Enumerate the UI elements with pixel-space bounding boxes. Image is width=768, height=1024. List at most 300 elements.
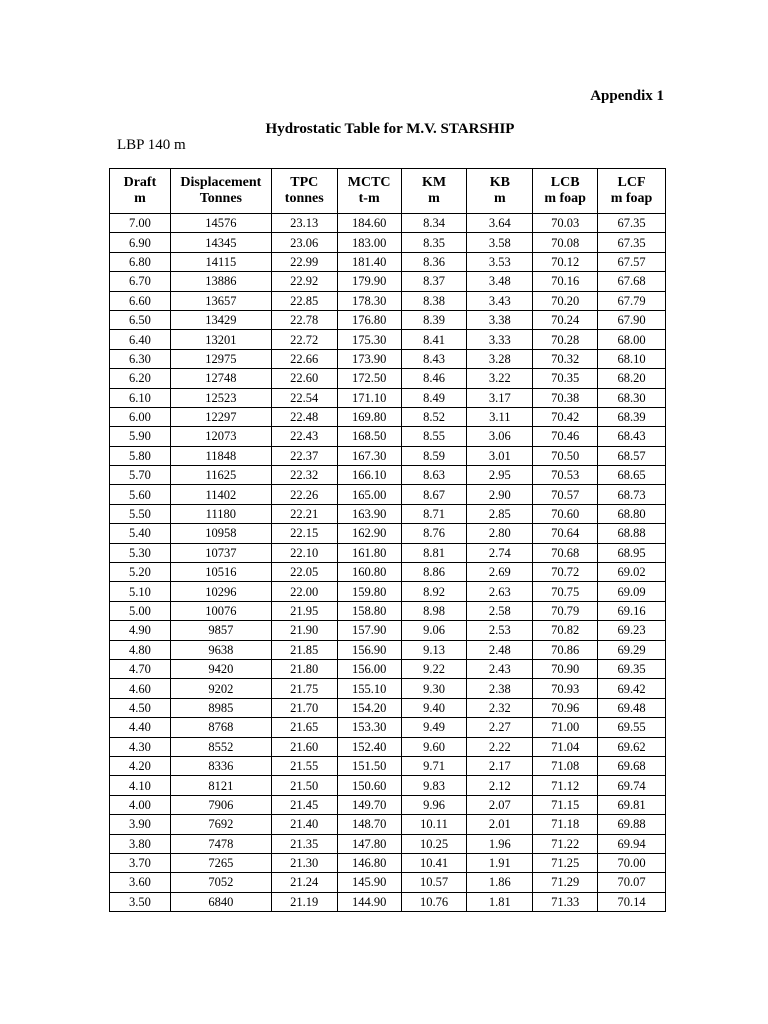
cell-kb: 2.01 <box>467 815 533 834</box>
cell-lcf: 68.95 <box>598 543 666 562</box>
cell-lcf: 69.68 <box>598 756 666 775</box>
cell-tpc: 21.90 <box>271 621 337 640</box>
cell-draft: 4.90 <box>110 621 171 640</box>
cell-lcb: 70.38 <box>533 388 598 407</box>
cell-kb: 2.58 <box>467 601 533 620</box>
cell-lcf: 69.35 <box>598 659 666 678</box>
cell-displacement: 8768 <box>170 718 271 737</box>
cell-km: 8.98 <box>401 601 467 620</box>
table-row <box>110 504 666 523</box>
cell-km: 8.52 <box>401 407 467 426</box>
cell-lcb: 70.82 <box>533 621 598 640</box>
cell-draft: 5.90 <box>110 427 171 446</box>
cell-km: 8.34 <box>401 214 467 233</box>
cell-tpc: 21.35 <box>271 834 337 853</box>
table-row <box>110 524 666 543</box>
cell-tpc: 21.85 <box>271 640 337 659</box>
lbp-label: LBP 140 m <box>117 137 186 153</box>
cell-mctc: 155.10 <box>337 679 401 698</box>
cell-displacement: 6840 <box>170 892 271 911</box>
cell-lcb: 70.50 <box>533 446 598 465</box>
cell-kb: 2.12 <box>467 776 533 795</box>
cell-lcf: 67.35 <box>598 233 666 252</box>
cell-lcb: 71.22 <box>533 834 598 853</box>
cell-mctc: 181.40 <box>337 252 401 271</box>
cell-tpc: 21.40 <box>271 815 337 834</box>
cell-mctc: 172.50 <box>337 369 401 388</box>
cell-tpc: 22.48 <box>271 407 337 426</box>
hydrostatic-table <box>109 168 666 912</box>
cell-draft: 4.30 <box>110 737 171 756</box>
cell-tpc: 22.72 <box>271 330 337 349</box>
cell-displacement: 8121 <box>170 776 271 795</box>
column-header-lcf <box>598 169 666 214</box>
cell-draft: 6.10 <box>110 388 171 407</box>
table-row <box>110 601 666 620</box>
appendix-label: Appendix 1 <box>590 88 664 104</box>
column-header-lcb <box>533 169 598 214</box>
cell-lcf: 68.73 <box>598 485 666 504</box>
cell-kb: 3.01 <box>467 446 533 465</box>
cell-lcf: 68.65 <box>598 466 666 485</box>
cell-lcb: 70.90 <box>533 659 598 678</box>
column-header-kb <box>467 169 533 214</box>
cell-kb: 1.91 <box>467 853 533 872</box>
table-row <box>110 233 666 252</box>
cell-lcf: 68.00 <box>598 330 666 349</box>
cell-draft: 7.00 <box>110 214 171 233</box>
table-row <box>110 659 666 678</box>
cell-kb: 2.85 <box>467 504 533 523</box>
cell-lcf: 69.74 <box>598 776 666 795</box>
column-header-line1: KB <box>489 175 510 190</box>
column-header-line1: LCB <box>550 175 580 190</box>
cell-mctc: 156.00 <box>337 659 401 678</box>
cell-kb: 3.43 <box>467 291 533 310</box>
cell-mctc: 165.00 <box>337 485 401 504</box>
cell-lcf: 68.88 <box>598 524 666 543</box>
cell-tpc: 21.80 <box>271 659 337 678</box>
cell-draft: 6.80 <box>110 252 171 271</box>
table-row <box>110 892 666 911</box>
table-row <box>110 873 666 892</box>
cell-km: 9.60 <box>401 737 467 756</box>
cell-tpc: 22.66 <box>271 349 337 368</box>
cell-mctc: 151.50 <box>337 756 401 775</box>
cell-tpc: 21.60 <box>271 737 337 756</box>
cell-km: 8.46 <box>401 369 467 388</box>
cell-kb: 2.38 <box>467 679 533 698</box>
cell-tpc: 21.19 <box>271 892 337 911</box>
cell-mctc: 162.90 <box>337 524 401 543</box>
cell-lcb: 70.42 <box>533 407 598 426</box>
cell-km: 8.41 <box>401 330 467 349</box>
cell-km: 8.38 <box>401 291 467 310</box>
cell-km: 8.55 <box>401 427 467 446</box>
cell-mctc: 163.90 <box>337 504 401 523</box>
cell-km: 9.96 <box>401 795 467 814</box>
cell-displacement: 12748 <box>170 369 271 388</box>
cell-lcb: 70.96 <box>533 698 598 717</box>
cell-draft: 4.60 <box>110 679 171 698</box>
table-row <box>110 272 666 291</box>
cell-km: 8.59 <box>401 446 467 465</box>
cell-kb: 3.64 <box>467 214 533 233</box>
cell-mctc: 145.90 <box>337 873 401 892</box>
cell-displacement: 13201 <box>170 330 271 349</box>
cell-kb: 1.81 <box>467 892 533 911</box>
table-row <box>110 582 666 601</box>
cell-displacement: 9857 <box>170 621 271 640</box>
cell-mctc: 173.90 <box>337 349 401 368</box>
cell-lcf: 69.48 <box>598 698 666 717</box>
cell-km: 9.71 <box>401 756 467 775</box>
cell-km: 9.22 <box>401 659 467 678</box>
cell-displacement: 11625 <box>170 466 271 485</box>
table-row <box>110 563 666 582</box>
column-header-draft <box>110 169 171 214</box>
table-row <box>110 853 666 872</box>
cell-kb: 2.27 <box>467 718 533 737</box>
cell-kb: 2.69 <box>467 563 533 582</box>
table-row <box>110 718 666 737</box>
cell-lcb: 71.04 <box>533 737 598 756</box>
cell-mctc: 157.90 <box>337 621 401 640</box>
column-header-line2: m <box>494 191 506 206</box>
cell-mctc: 183.00 <box>337 233 401 252</box>
cell-km: 8.86 <box>401 563 467 582</box>
table-row <box>110 679 666 698</box>
cell-kb: 2.22 <box>467 737 533 756</box>
cell-lcb: 70.03 <box>533 214 598 233</box>
cell-displacement: 11180 <box>170 504 271 523</box>
cell-draft: 6.50 <box>110 310 171 329</box>
table-row <box>110 407 666 426</box>
column-header-line2: m foap <box>544 191 586 206</box>
cell-displacement: 7906 <box>170 795 271 814</box>
table-row <box>110 369 666 388</box>
cell-displacement: 7478 <box>170 834 271 853</box>
cell-tpc: 21.55 <box>271 756 337 775</box>
cell-lcb: 71.08 <box>533 756 598 775</box>
cell-displacement: 14345 <box>170 233 271 252</box>
cell-displacement: 7052 <box>170 873 271 892</box>
cell-displacement: 8985 <box>170 698 271 717</box>
cell-lcf: 70.14 <box>598 892 666 911</box>
cell-km: 9.13 <box>401 640 467 659</box>
cell-tpc: 21.65 <box>271 718 337 737</box>
cell-km: 8.37 <box>401 272 467 291</box>
cell-lcf: 67.57 <box>598 252 666 271</box>
cell-displacement: 8336 <box>170 756 271 775</box>
cell-tpc: 21.50 <box>271 776 337 795</box>
cell-mctc: 156.90 <box>337 640 401 659</box>
cell-displacement: 8552 <box>170 737 271 756</box>
cell-draft: 5.10 <box>110 582 171 601</box>
cell-lcb: 71.12 <box>533 776 598 795</box>
cell-tpc: 21.30 <box>271 853 337 872</box>
cell-mctc: 159.80 <box>337 582 401 601</box>
table-row <box>110 834 666 853</box>
cell-draft: 6.70 <box>110 272 171 291</box>
cell-tpc: 22.60 <box>271 369 337 388</box>
cell-displacement: 10516 <box>170 563 271 582</box>
cell-lcf: 67.68 <box>598 272 666 291</box>
cell-kb: 2.32 <box>467 698 533 717</box>
cell-displacement: 7265 <box>170 853 271 872</box>
cell-lcb: 70.16 <box>533 272 598 291</box>
column-header-line1: Displacement <box>180 175 262 190</box>
cell-tpc: 22.85 <box>271 291 337 310</box>
table-row <box>110 756 666 775</box>
cell-displacement: 11402 <box>170 485 271 504</box>
column-header-tpc <box>271 169 337 214</box>
cell-lcb: 70.75 <box>533 582 598 601</box>
cell-displacement: 9638 <box>170 640 271 659</box>
cell-displacement: 12073 <box>170 427 271 446</box>
cell-tpc: 22.43 <box>271 427 337 446</box>
cell-kb: 2.53 <box>467 621 533 640</box>
cell-km: 8.49 <box>401 388 467 407</box>
cell-lcb: 71.00 <box>533 718 598 737</box>
column-header-line2: m <box>134 191 146 206</box>
cell-kb: 1.86 <box>467 873 533 892</box>
cell-kb: 3.28 <box>467 349 533 368</box>
cell-lcf: 69.94 <box>598 834 666 853</box>
cell-tpc: 22.05 <box>271 563 337 582</box>
column-header-mctc <box>337 169 401 214</box>
cell-lcf: 69.81 <box>598 795 666 814</box>
cell-lcb: 70.08 <box>533 233 598 252</box>
column-header-line2: Tonnes <box>199 191 242 206</box>
table-row <box>110 737 666 756</box>
cell-draft: 4.00 <box>110 795 171 814</box>
column-header-line1: KM <box>421 175 447 190</box>
table-row <box>110 330 666 349</box>
cell-lcb: 70.24 <box>533 310 598 329</box>
cell-draft: 3.50 <box>110 892 171 911</box>
cell-draft: 5.30 <box>110 543 171 562</box>
cell-lcf: 70.07 <box>598 873 666 892</box>
cell-draft: 5.00 <box>110 601 171 620</box>
cell-tpc: 22.92 <box>271 272 337 291</box>
cell-tpc: 23.13 <box>271 214 337 233</box>
cell-lcf: 69.16 <box>598 601 666 620</box>
cell-tpc: 22.21 <box>271 504 337 523</box>
cell-tpc: 21.70 <box>271 698 337 717</box>
cell-kb: 1.96 <box>467 834 533 853</box>
column-header-line1: LCF <box>617 175 646 190</box>
cell-lcf: 69.02 <box>598 563 666 582</box>
cell-lcf: 69.62 <box>598 737 666 756</box>
cell-lcb: 70.12 <box>533 252 598 271</box>
table-row <box>110 466 666 485</box>
cell-lcb: 70.72 <box>533 563 598 582</box>
cell-tpc: 22.37 <box>271 446 337 465</box>
cell-draft: 3.80 <box>110 834 171 853</box>
cell-tpc: 23.06 <box>271 233 337 252</box>
table-row <box>110 795 666 814</box>
table-body <box>110 214 666 912</box>
cell-kb: 3.06 <box>467 427 533 446</box>
table-row <box>110 815 666 834</box>
cell-mctc: 161.80 <box>337 543 401 562</box>
cell-lcb: 70.28 <box>533 330 598 349</box>
cell-displacement: 10737 <box>170 543 271 562</box>
cell-lcb: 70.35 <box>533 369 598 388</box>
cell-kb: 2.63 <box>467 582 533 601</box>
cell-km: 9.30 <box>401 679 467 698</box>
column-header-line1: MCTC <box>347 175 391 190</box>
table-row <box>110 640 666 659</box>
cell-displacement: 12297 <box>170 407 271 426</box>
table-row <box>110 252 666 271</box>
cell-kb: 3.38 <box>467 310 533 329</box>
cell-km: 10.25 <box>401 834 467 853</box>
cell-mctc: 153.30 <box>337 718 401 737</box>
cell-km: 9.06 <box>401 621 467 640</box>
cell-draft: 5.80 <box>110 446 171 465</box>
cell-km: 10.11 <box>401 815 467 834</box>
cell-lcb: 70.53 <box>533 466 598 485</box>
cell-displacement: 11848 <box>170 446 271 465</box>
cell-displacement: 12975 <box>170 349 271 368</box>
cell-tpc: 22.26 <box>271 485 337 504</box>
cell-lcb: 71.18 <box>533 815 598 834</box>
cell-kb: 2.17 <box>467 756 533 775</box>
cell-kb: 2.80 <box>467 524 533 543</box>
cell-draft: 5.40 <box>110 524 171 543</box>
cell-lcf: 68.30 <box>598 388 666 407</box>
cell-displacement: 13429 <box>170 310 271 329</box>
cell-kb: 3.22 <box>467 369 533 388</box>
cell-displacement: 9420 <box>170 659 271 678</box>
cell-mctc: 149.70 <box>337 795 401 814</box>
column-header-line2: tonnes <box>284 191 324 206</box>
cell-km: 9.83 <box>401 776 467 795</box>
cell-draft: 5.20 <box>110 563 171 582</box>
column-header-line1: TPC <box>290 175 319 190</box>
cell-displacement: 13886 <box>170 272 271 291</box>
table-row <box>110 291 666 310</box>
cell-mctc: 179.90 <box>337 272 401 291</box>
column-header-displacement <box>170 169 271 214</box>
cell-mctc: 148.70 <box>337 815 401 834</box>
cell-lcf: 69.55 <box>598 718 666 737</box>
cell-mctc: 154.20 <box>337 698 401 717</box>
cell-mctc: 160.80 <box>337 563 401 582</box>
column-header-line2: m <box>428 191 440 206</box>
cell-mctc: 166.10 <box>337 466 401 485</box>
cell-mctc: 147.80 <box>337 834 401 853</box>
cell-lcf: 69.23 <box>598 621 666 640</box>
cell-lcf: 67.79 <box>598 291 666 310</box>
cell-tpc: 21.95 <box>271 601 337 620</box>
cell-draft: 3.60 <box>110 873 171 892</box>
cell-km: 10.57 <box>401 873 467 892</box>
cell-kb: 3.11 <box>467 407 533 426</box>
column-header-km <box>401 169 467 214</box>
cell-mctc: 171.10 <box>337 388 401 407</box>
cell-kb: 3.53 <box>467 252 533 271</box>
cell-km: 8.39 <box>401 310 467 329</box>
cell-lcf: 67.90 <box>598 310 666 329</box>
cell-lcb: 70.68 <box>533 543 598 562</box>
cell-draft: 6.90 <box>110 233 171 252</box>
cell-displacement: 10076 <box>170 601 271 620</box>
cell-lcf: 68.43 <box>598 427 666 446</box>
cell-mctc: 158.80 <box>337 601 401 620</box>
cell-mctc: 176.80 <box>337 310 401 329</box>
cell-draft: 4.10 <box>110 776 171 795</box>
cell-km: 9.49 <box>401 718 467 737</box>
cell-km: 8.92 <box>401 582 467 601</box>
cell-lcb: 71.29 <box>533 873 598 892</box>
cell-kb: 2.48 <box>467 640 533 659</box>
cell-km: 8.81 <box>401 543 467 562</box>
cell-draft: 4.50 <box>110 698 171 717</box>
cell-draft: 3.90 <box>110 815 171 834</box>
cell-kb: 2.95 <box>467 466 533 485</box>
cell-draft: 5.60 <box>110 485 171 504</box>
cell-km: 9.40 <box>401 698 467 717</box>
cell-km: 8.76 <box>401 524 467 543</box>
cell-tpc: 21.24 <box>271 873 337 892</box>
cell-mctc: 146.80 <box>337 853 401 872</box>
cell-mctc: 144.90 <box>337 892 401 911</box>
cell-kb: 3.17 <box>467 388 533 407</box>
table-row <box>110 310 666 329</box>
table-row <box>110 485 666 504</box>
cell-draft: 4.70 <box>110 659 171 678</box>
cell-lcf: 68.10 <box>598 349 666 368</box>
cell-displacement: 7692 <box>170 815 271 834</box>
cell-km: 8.36 <box>401 252 467 271</box>
cell-lcb: 70.93 <box>533 679 598 698</box>
cell-draft: 6.00 <box>110 407 171 426</box>
cell-tpc: 22.32 <box>271 466 337 485</box>
cell-lcf: 69.42 <box>598 679 666 698</box>
cell-km: 8.35 <box>401 233 467 252</box>
cell-lcb: 70.32 <box>533 349 598 368</box>
cell-tpc: 21.75 <box>271 679 337 698</box>
cell-lcf: 70.00 <box>598 853 666 872</box>
table-row <box>110 349 666 368</box>
cell-draft: 3.70 <box>110 853 171 872</box>
cell-kb: 3.58 <box>467 233 533 252</box>
cell-kb: 2.90 <box>467 485 533 504</box>
cell-km: 8.71 <box>401 504 467 523</box>
cell-mctc: 178.30 <box>337 291 401 310</box>
table-row <box>110 543 666 562</box>
cell-lcf: 68.39 <box>598 407 666 426</box>
table-row <box>110 776 666 795</box>
cell-km: 8.63 <box>401 466 467 485</box>
cell-lcf: 69.29 <box>598 640 666 659</box>
cell-km: 8.67 <box>401 485 467 504</box>
cell-mctc: 150.60 <box>337 776 401 795</box>
cell-kb: 3.33 <box>467 330 533 349</box>
cell-lcf: 68.20 <box>598 369 666 388</box>
cell-lcb: 70.79 <box>533 601 598 620</box>
cell-draft: 6.60 <box>110 291 171 310</box>
cell-draft: 4.20 <box>110 756 171 775</box>
cell-lcb: 70.86 <box>533 640 598 659</box>
cell-draft: 6.20 <box>110 369 171 388</box>
cell-lcf: 68.57 <box>598 446 666 465</box>
cell-draft: 4.80 <box>110 640 171 659</box>
table-row <box>110 621 666 640</box>
